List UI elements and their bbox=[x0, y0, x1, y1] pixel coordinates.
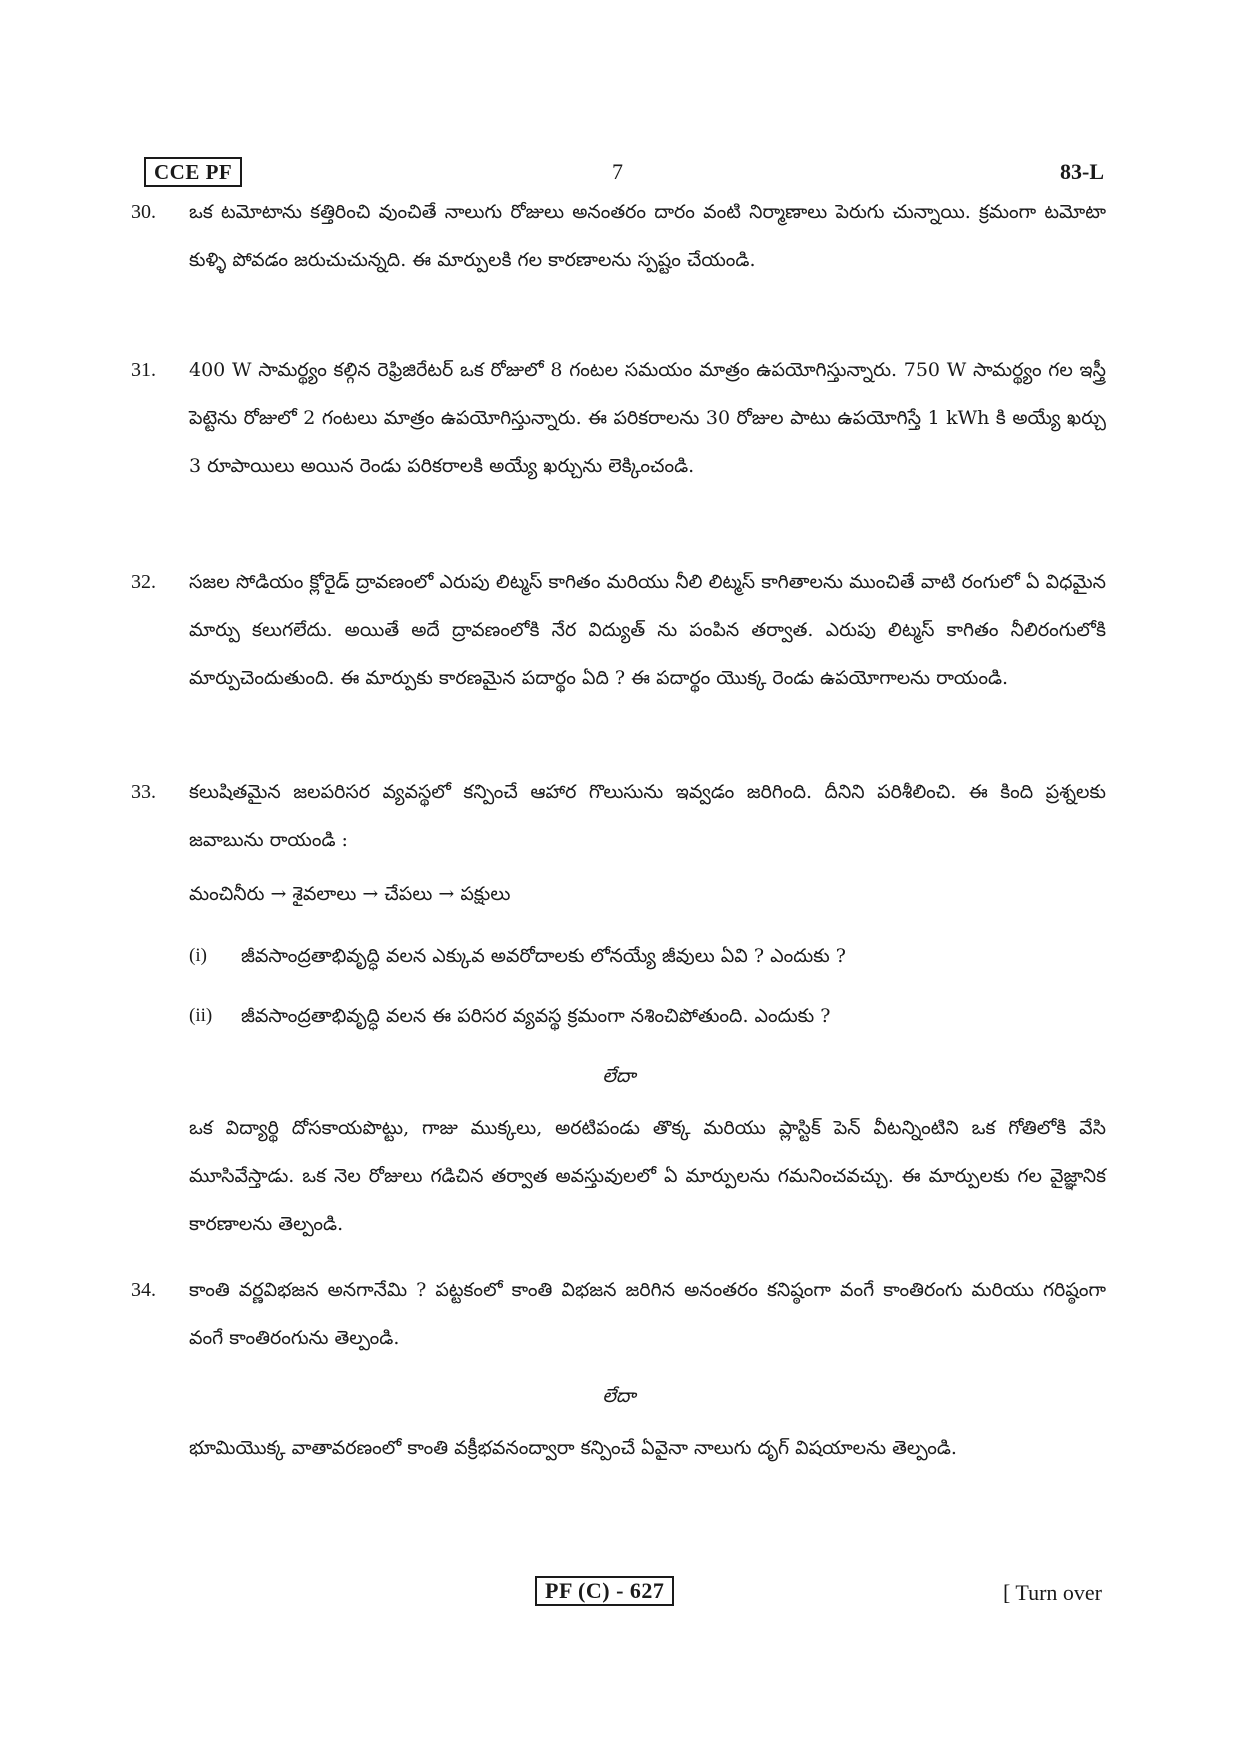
question-number: 32. bbox=[131, 571, 156, 593]
question-text: కాంతి వర్ణవిభజన అనగానేమి ? పట్టకంలో కాంతి విభజన జరిగిన అనంతరం కనిష్ఠంగా వంగే కాంతిరంగు మరియు గరిష్ఠంగా వంగే కాంతిరంగును తెల్పండి. bbox=[189, 1279, 1106, 1349]
question-number: 33. bbox=[131, 781, 156, 803]
question-number: 34. bbox=[131, 1279, 156, 1301]
question-31 bbox=[131, 346, 1106, 490]
sub-question-text: జీవసాంద్రతాభివృద్ధి వలన ఈ పరిసర వ్యవస్థ క్రమంగా నశించిపోతుంది. ఎందుకు ? bbox=[241, 1005, 831, 1027]
or-label: లేదా bbox=[602, 1065, 636, 1087]
sub-question-label: (i) bbox=[189, 945, 207, 966]
question-30 bbox=[131, 188, 1106, 284]
question-text: 400 W సామర్థ్యం కల్గిన రెఫ్రిజిరేటర్ ఒక రోజులో 8 గంటల సమయం మాత్రం ఉపయోగిస్తున్నారు. 750 W సామర్థ్యం గల ఇస్త్రీ పెట్టెను రోజులో 2 గంటలు మాత్రం ఉపయోగిస్తున్నారు. ఈ పరికరాలను 30 రోజుల పాటు ఉపయోగిస్తే 1 kWh కి అయ్యే ఖర్చు 3 రూపాయిలు అయిన రెండు పరికరాలకి అయ్యే ఖర్చును లెక్కించండి. bbox=[189, 359, 1106, 477]
turn-over-note: [ Turn over bbox=[1002, 1580, 1102, 1605]
question-number: 30. bbox=[131, 201, 156, 223]
question-text: ఒక టమోటాను కత్తిరించి వుంచితే నాలుగు రోజులు అనంతరం దారం వంటి నిర్మాణాలు పెరుగు చున్నాయి. క్రమంగా టమోటా కుళ్ళి పోవడం జరుచుచున్నది. ఈ మార్పులకి గల కారణాలను స్పష్టం చేయండి. bbox=[189, 201, 1106, 271]
question-33 bbox=[131, 768, 1106, 864]
sub-question-i bbox=[131, 932, 1106, 980]
page-number: 7 bbox=[612, 159, 623, 184]
footer-code-box: PF (C) - 627 bbox=[535, 1576, 674, 1606]
sub-question-ii bbox=[131, 992, 1106, 1040]
paper-code: 83-L bbox=[1060, 159, 1104, 184]
page-header bbox=[144, 157, 1104, 191]
food-chain: మంచినీరు → శైవలాలు → చేపలు → పక్షులు bbox=[189, 883, 511, 905]
question-34 bbox=[131, 1266, 1106, 1362]
exam-code-box: CCE PF bbox=[144, 157, 242, 187]
page-footer bbox=[0, 1576, 1238, 1610]
question-32 bbox=[131, 558, 1106, 702]
sub-question-text: జీవసాంద్రతాభివృద్ధి వలన ఎక్కువ అవరోదాలకు లోనయ్యే జీవులు ఏవి ? ఎందుకు ? bbox=[241, 945, 846, 967]
sub-question-label: (ii) bbox=[189, 1005, 213, 1026]
alternative-question: భూమియొక్క వాతావరణంలో కాంతి వక్రీభవనంద్వారా కన్పించే ఏవైనా నాలుగు దృగ్ విషయాలను తెల్పండి. bbox=[189, 1437, 957, 1459]
question-number: 31. bbox=[131, 359, 156, 381]
or-label: లేదా bbox=[602, 1385, 636, 1407]
alternative-question: ఒక విద్యార్థి దోసకాయపొట్టు, గాజు ముక్కలు, అరటిపండు తొక్క మరియు ప్లాస్టిక్ పెన్ వీటన్నింటిని ఒక గోతిలోకి వేసి మూసివేస్తాడు. ఒక నెల రోజులు గడిచిన తర్వాత అవస్తువులలో ఏ మార్పులను గమనించవచ్చు. ఈ మార్పులకు గల వైజ్ఞానిక కారణాలను తెల్పండి. bbox=[189, 1117, 1106, 1235]
question-text: కలుషితమైన జలపరిసర వ్యవస్థలో కన్పించే ఆహార గొలుసును ఇవ్వడం జరిగింది. దీనిని పరిశీలించి. ఈ కింది ప్రశ్నలకు జవాబును రాయండి : bbox=[189, 781, 1106, 851]
question-text: సజల సోడియం క్లోరైడ్ ద్రావణంలో ఎరుపు లిట్మస్ కాగితం మరియు నీలి లిట్మస్ కాగితాలను ముంచితే వాటి రంగులో ఏ విధమైన మార్పు కలుగలేదు. అయితే అదే ద్రావణంలోకి నేర విద్యుత్ ను పంపిన తర్వాత. ఎరుపు లిట్మస్ కాగితం నీలిరంగులోకి మార్పుచెందుతుంది. ఈ మార్పుకు కారణమైన పదార్థం ఏది ? ఈ పదార్థం యొక్క రెండు ఉపయోగాలను రాయండి. bbox=[189, 571, 1106, 689]
